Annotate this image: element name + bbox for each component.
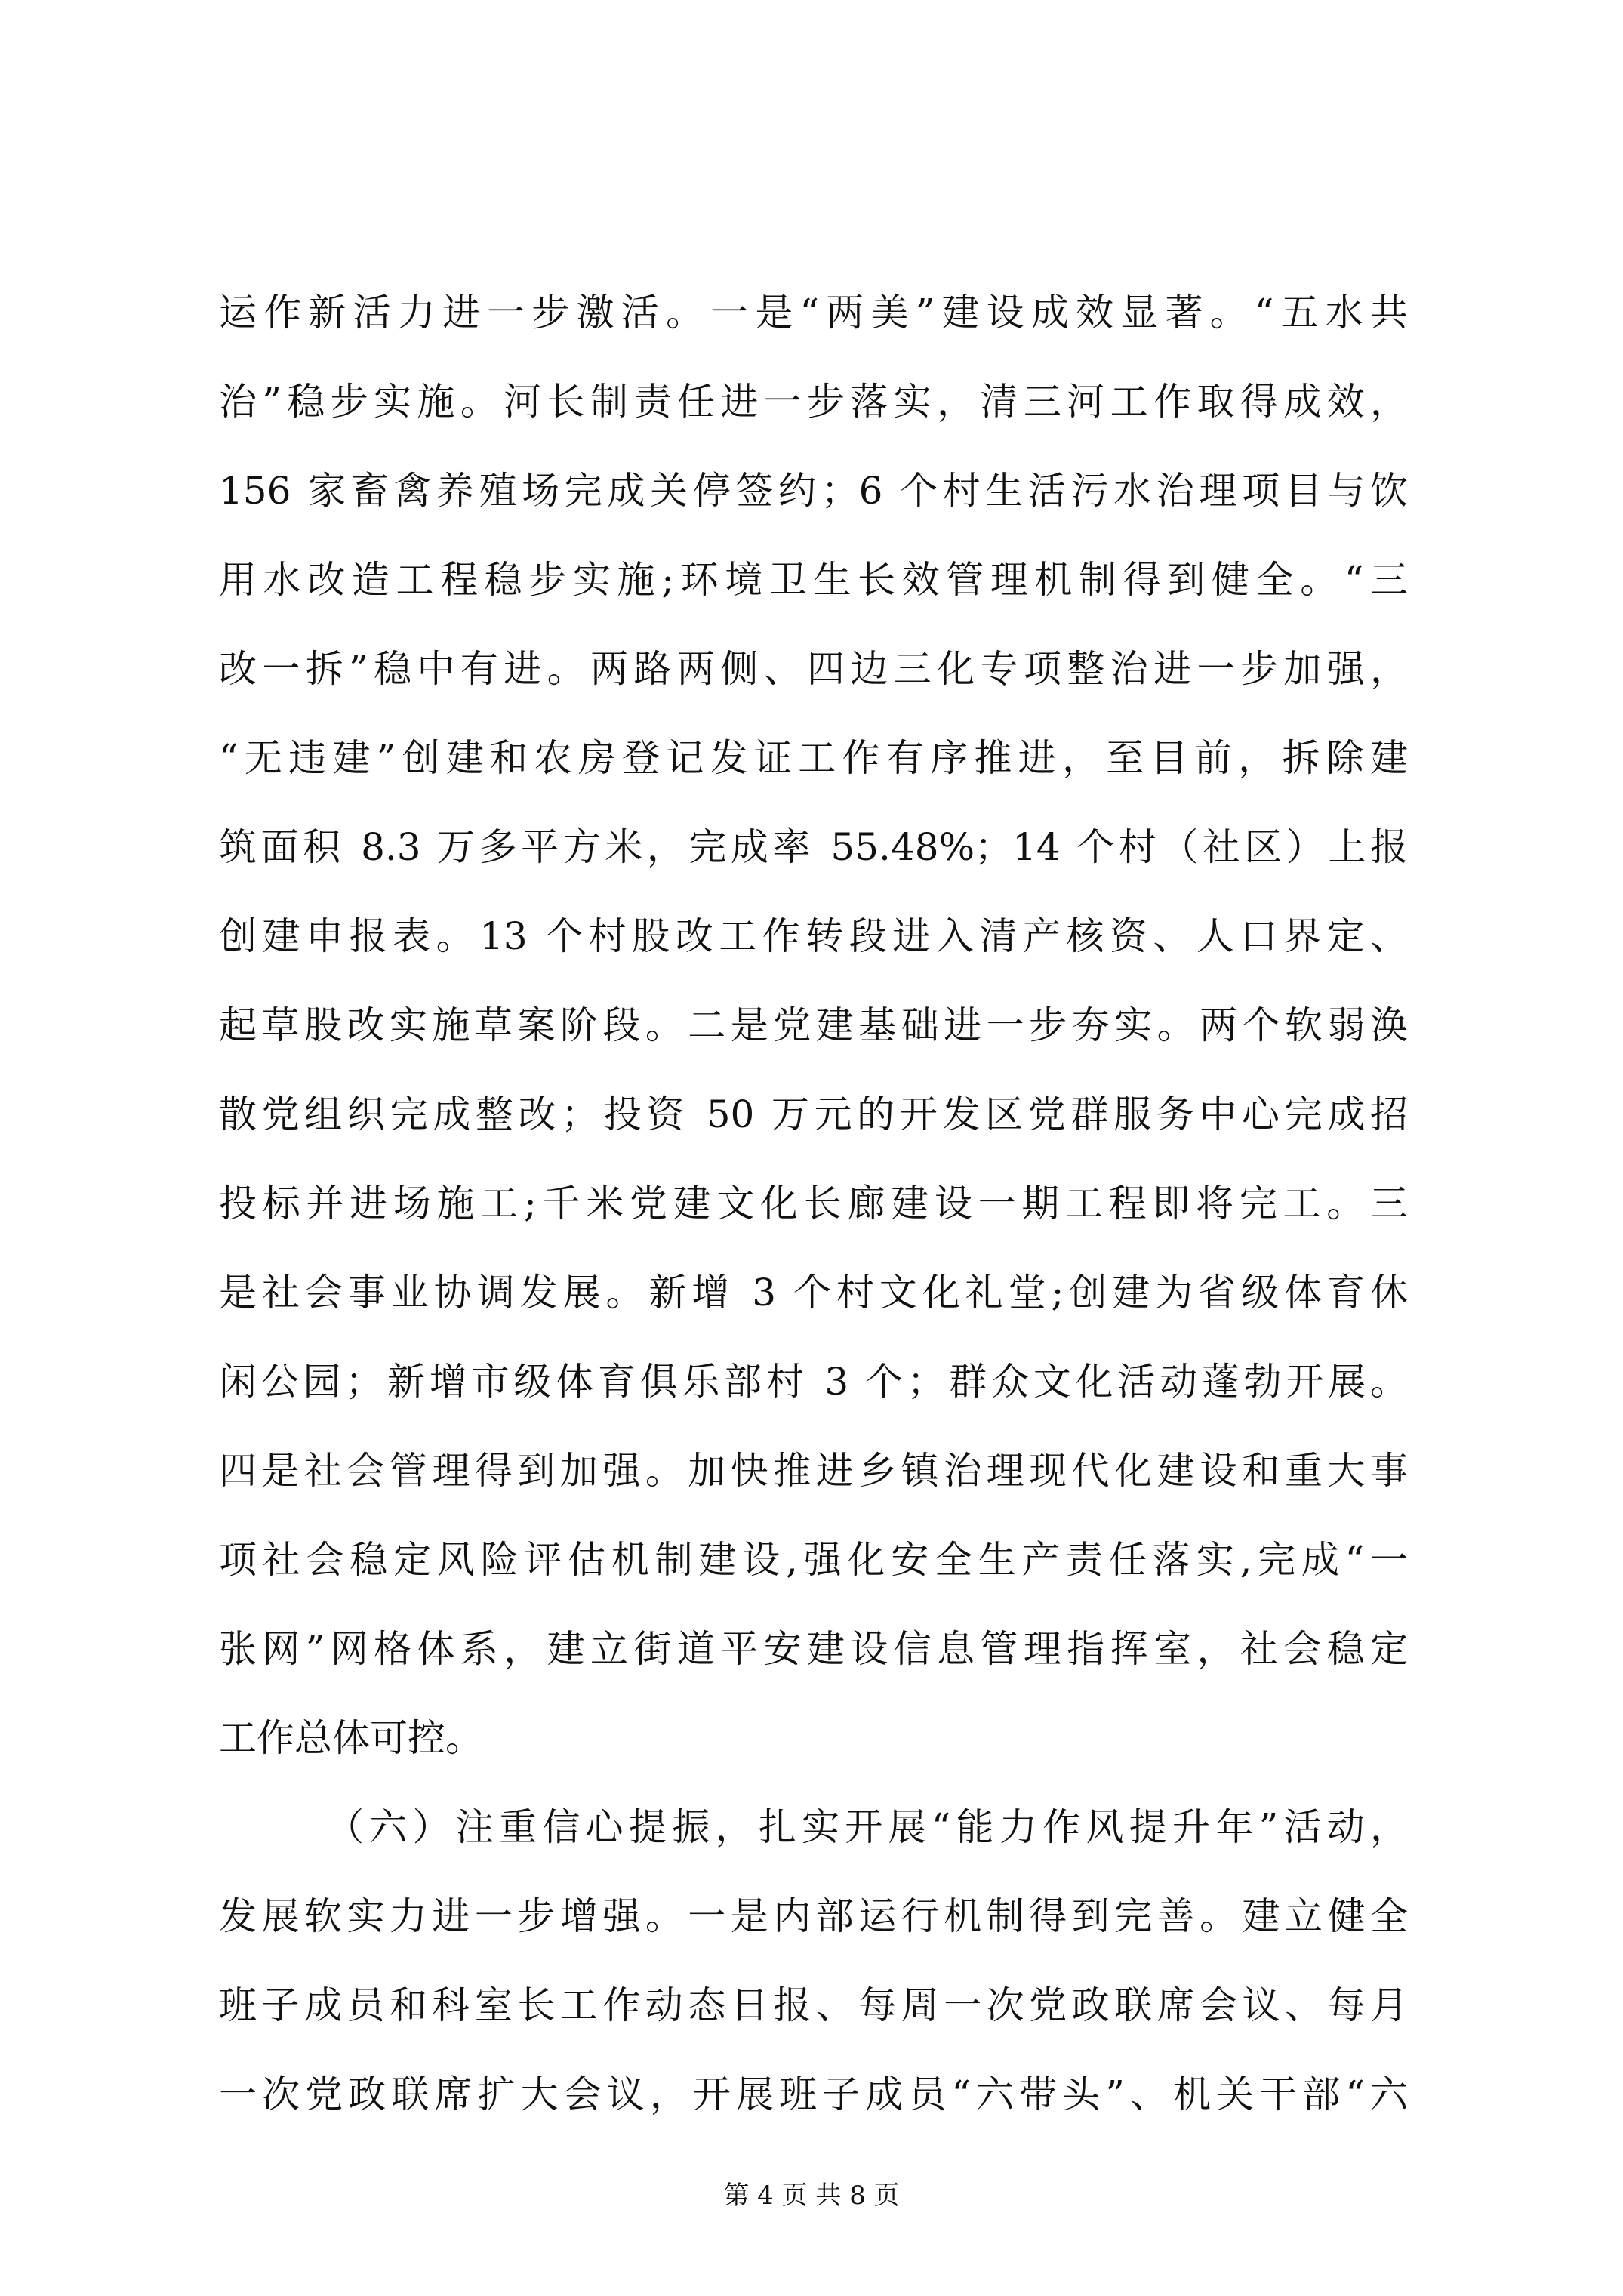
text-line: 闲公园；新增市级体育俱乐部村 3 个；群众文化活动蓬勃开展。	[219, 1360, 1408, 1404]
text-line: 班子成员和科室长工作动态日报、每周一次党政联席会议、每月	[219, 1983, 1408, 2027]
text-line: 是社会事业协调发展。新增 3 个村文化礼堂;创建为省级体育休	[219, 1271, 1408, 1314]
text-line: 张网”网格体系，建立街道平安建设信息管理指挥室，社会稳定	[219, 1627, 1408, 1671]
text-line: 起草股改实施草案阶段。二是党建基础进一步夯实。两个软弱涣	[219, 1003, 1408, 1047]
text-line: 项社会稳定风险评估机制建设,强化安全生产责任落实,完成“一	[219, 1538, 1408, 1582]
text-line: 四是社会管理得到加强。加快推进乡镇治理现代化建设和重大事	[219, 1449, 1408, 1493]
text-line: 改一拆”稳中有进。两路两侧、四边三化专项整治进一步加强，	[219, 647, 1408, 691]
text-line: 创建申报表。13 个村股改工作转段进入清产核资、人口界定、	[219, 914, 1408, 958]
text-line: 156 家畜禽养殖场完成关停签约；6 个村生活污水治理项目与饮	[219, 469, 1408, 513]
text-line: 投标并进场施工;千米党建文化长廊建设一期工程即将完工。三	[219, 1182, 1408, 1225]
text-line: 治”稳步实施。河长制责任进一步落实，清三河工作取得成效，	[219, 380, 1408, 424]
text-line: 运作新活力进一步激活。一是“两美”建设成效显著。“五水共	[219, 291, 1408, 334]
text-line: “无违建”创建和农房登记发证工作有序推进，至目前，拆除建	[219, 736, 1408, 780]
page-footer: 第 4 页 共 8 页	[723, 2180, 900, 2211]
text-line: 发展软实力进一步增强。一是内部运行机制得到完善。建立健全	[219, 1894, 1408, 1938]
text-line: 工作总体可控。	[219, 1716, 483, 1760]
document-body	[219, 268, 1408, 2139]
section-heading-line: （六）注重信心提振，扎实开展“能力作风提升年”活动，	[326, 1805, 1408, 1849]
text-line: 散党组织完成整改；投资 50 万元的开发区党群服务中心完成招	[219, 1093, 1408, 1136]
text-line: 一次党政联席扩大会议，开展班子成员“六带头”、机关干部“六	[219, 2073, 1408, 2116]
text-line: 筑面积 8.3 万多平方米，完成率 55.48%；14 个村（社区）上报	[219, 825, 1408, 869]
text-line: 用水改造工程稳步实施;环境卫生长效管理机制得到健全。“三	[219, 558, 1408, 602]
